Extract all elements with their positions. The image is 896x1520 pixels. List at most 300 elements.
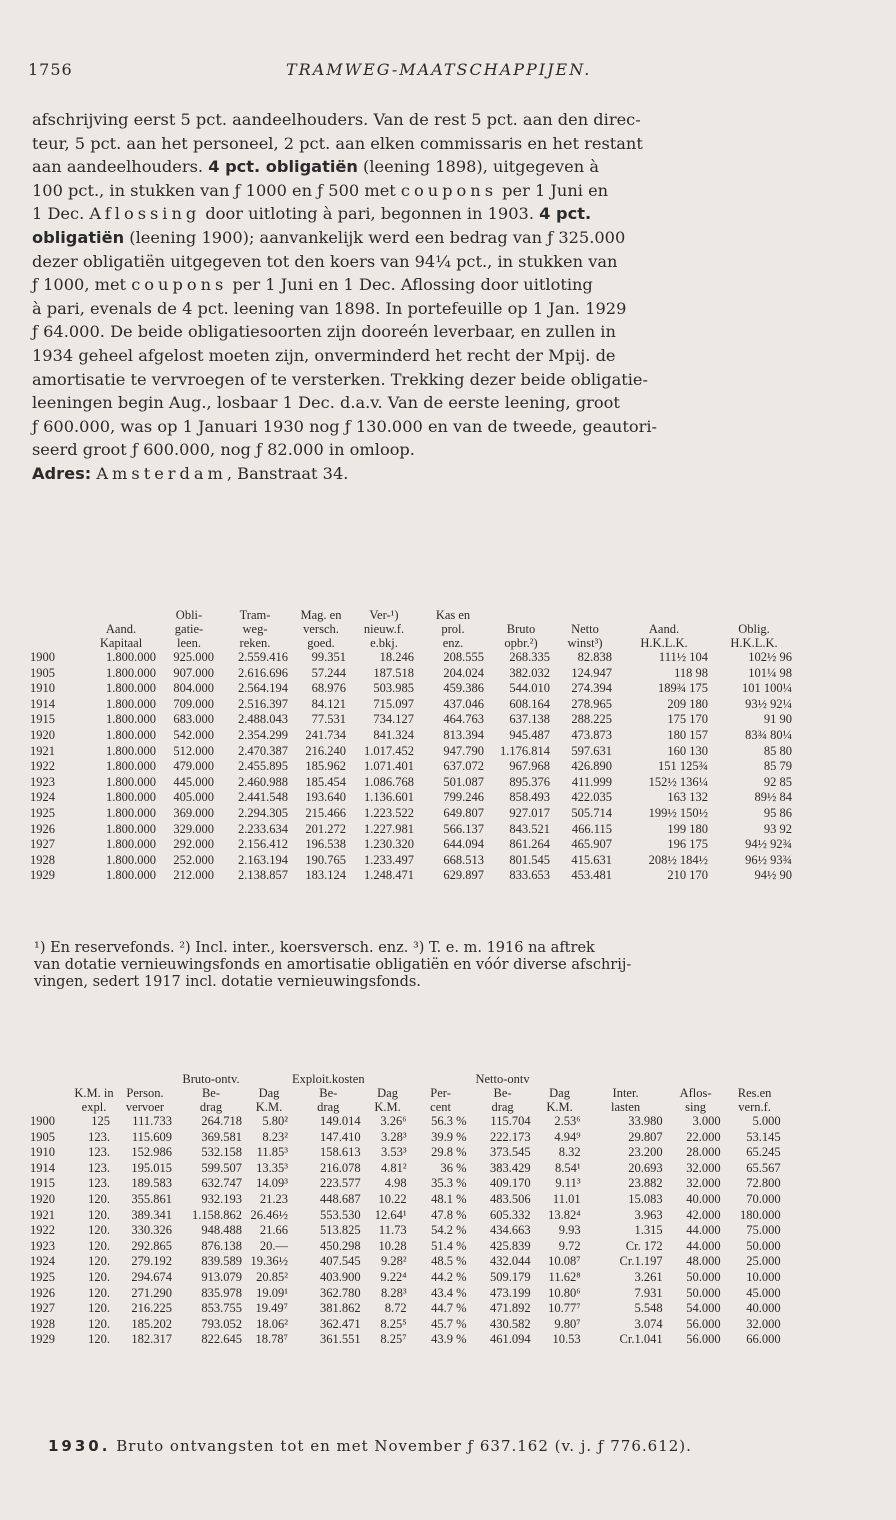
table-row <box>30 1223 785 1239</box>
value-cell: 532.158 <box>201 1145 242 1160</box>
column-header: Inter. <box>612 1086 639 1100</box>
value-cell: 833.653 <box>509 868 550 883</box>
value-cell: 9.93 <box>558 1223 581 1238</box>
value-cell: 10.28 <box>378 1238 407 1253</box>
column-header <box>365 1072 411 1086</box>
text-span: ƒ 600.000, was op 1 Januari 1930 nog ƒ 130.000 en van de tweede, geautori- <box>32 416 657 436</box>
value-cell: 118 98 <box>674 665 708 680</box>
value-cell: 925.000 <box>173 650 214 664</box>
value-cell: 2.564.194 <box>238 681 288 696</box>
value-cell: 1.800.000 <box>106 650 156 664</box>
value-cell: 453.481 <box>571 868 612 883</box>
value-cell: 45.7 % <box>431 1316 467 1331</box>
footnotes <box>34 940 884 991</box>
footnote-line: van dotatie vernieuwingsfonds en amortisatie obligatiën en vóór diverse afschrij- <box>34 957 632 973</box>
value-cell: 804.000 <box>173 681 214 696</box>
footer-text: Bruto ontvangsten tot en met November ƒ 637.162 (v. j. ƒ 776.612). <box>116 1437 692 1455</box>
value-cell: 9.11³ <box>555 1176 581 1191</box>
table-row <box>30 1130 785 1146</box>
value-cell: 8.32 <box>558 1145 581 1160</box>
value-cell: 644.094 <box>443 837 484 852</box>
table-row <box>30 1254 785 1270</box>
page-number: 1756 <box>28 60 73 79</box>
value-cell: 68.976 <box>311 681 346 696</box>
value-cell: 473.873 <box>571 727 612 742</box>
year-cell: 1910 <box>30 1145 55 1160</box>
value-cell: 434.663 <box>489 1223 531 1238</box>
value-cell: 3.53³ <box>380 1145 407 1160</box>
value-cell: 123. <box>88 1129 110 1144</box>
value-cell: 1.017.452 <box>364 743 414 758</box>
value-cell: 1.800.000 <box>106 743 156 758</box>
value-cell: 50.000 <box>746 1238 781 1253</box>
value-cell: 5.000 <box>752 1114 781 1128</box>
value-cell: 163 132 <box>667 790 708 805</box>
value-cell: 208½ 184½ <box>648 852 708 867</box>
value-cell: Cr. 172 <box>625 1238 663 1253</box>
value-cell: 48.1 % <box>431 1191 467 1206</box>
value-cell: 120. <box>88 1254 110 1269</box>
column-header: vern.f. <box>738 1100 771 1114</box>
value-cell: 876.138 <box>201 1238 242 1253</box>
table-row <box>30 712 796 728</box>
value-cell: 201.272 <box>305 821 346 836</box>
column-header: leen. <box>177 636 201 650</box>
year-cell: 1928 <box>30 852 55 867</box>
value-cell: 932.193 <box>201 1191 242 1206</box>
value-cell: 483.506 <box>489 1191 531 1206</box>
value-cell: 208.555 <box>443 650 484 664</box>
column-header: Bruto-ontv. <box>182 1072 240 1086</box>
value-cell: 425.839 <box>489 1238 531 1253</box>
value-cell: 120. <box>88 1301 110 1316</box>
column-header: opbr.²) <box>504 636 538 650</box>
spaced-term: Aflossing <box>89 204 201 224</box>
value-cell: 91 90 <box>763 712 792 727</box>
column-header <box>30 608 82 622</box>
value-cell: 415.631 <box>571 852 612 867</box>
value-cell: 2.616.696 <box>238 665 288 680</box>
value-cell: 734.127 <box>373 712 414 727</box>
value-cell: 513.825 <box>319 1223 361 1238</box>
text-line <box>32 226 892 250</box>
value-cell: 426.890 <box>571 759 612 774</box>
table-row <box>30 1317 785 1333</box>
value-cell: 8.54¹ <box>554 1160 581 1175</box>
column-header: expl. <box>81 1100 107 1114</box>
table-row <box>30 1270 785 1286</box>
value-cell: 10.08⁷ <box>548 1254 581 1269</box>
text-line <box>32 202 892 226</box>
header-row <box>30 636 796 650</box>
year-cell: 1923 <box>30 774 55 789</box>
value-cell: 21.66 <box>259 1223 288 1238</box>
value-cell: 1.223.522 <box>364 805 414 820</box>
value-cell: 2.559.416 <box>238 650 288 664</box>
value-cell: 288.225 <box>571 712 612 727</box>
value-cell: 544.010 <box>509 681 550 696</box>
value-cell: 1.315 <box>634 1223 663 1238</box>
value-cell: 99.351 <box>311 650 346 664</box>
year-cell: 1928 <box>30 1316 55 1331</box>
bold-term: obligatiën <box>32 227 125 247</box>
value-cell: 209 180 <box>667 696 708 711</box>
value-cell: 44.000 <box>686 1223 721 1238</box>
value-cell: 466.115 <box>571 821 612 836</box>
value-cell: 175 170 <box>667 712 708 727</box>
value-cell: 405.000 <box>173 790 214 805</box>
text-span: (leening 1900); aanvankelijk werd een bedrag van ƒ 325.000 <box>124 227 626 247</box>
value-cell: 216.240 <box>305 743 346 758</box>
spaced-term: coupons <box>400 180 497 200</box>
value-cell: 25.000 <box>746 1254 781 1269</box>
value-cell: 120. <box>88 1223 110 1238</box>
value-cell: 1.800.000 <box>106 837 156 852</box>
value-cell: 479.000 <box>173 759 214 774</box>
value-cell: 2.460.988 <box>238 774 288 789</box>
value-cell: 185.454 <box>305 774 346 789</box>
text-line <box>32 344 892 368</box>
value-cell: 223.577 <box>319 1176 361 1191</box>
value-cell: 459.386 <box>443 681 484 696</box>
value-cell: 2.163.194 <box>238 852 288 867</box>
column-header: Aflos- <box>679 1086 712 1100</box>
value-cell: 19.36½ <box>250 1254 288 1269</box>
column-header: Aand. <box>105 622 137 636</box>
column-header: Person. <box>126 1086 164 1100</box>
financial-table <box>30 608 796 884</box>
value-cell: 599.507 <box>201 1160 242 1175</box>
value-cell: 123. <box>88 1176 110 1191</box>
value-cell: 9.80⁷ <box>554 1316 581 1331</box>
value-cell: 947.790 <box>443 743 484 758</box>
value-cell: 2.156.412 <box>238 837 288 852</box>
value-cell: 11.73 <box>378 1223 407 1238</box>
value-cell: 29.8 % <box>431 1145 467 1160</box>
value-cell: 8.28³ <box>380 1285 407 1300</box>
page-header <box>28 60 868 86</box>
value-cell: 432.044 <box>489 1254 531 1269</box>
value-cell: 1.800.000 <box>106 805 156 820</box>
value-cell: 2.354.299 <box>238 727 288 742</box>
year-cell: 1900 <box>30 1114 55 1128</box>
value-cell: 637.138 <box>509 712 550 727</box>
year-cell: 1921 <box>30 743 55 758</box>
value-cell: 19.49⁷ <box>255 1301 288 1316</box>
year-cell: 1920 <box>30 1191 55 1206</box>
text-span: seerd groot ƒ 600.000, nog ƒ 82.000 in omloop. <box>32 440 415 460</box>
value-cell: 40.000 <box>746 1301 781 1316</box>
value-cell: 1.227.981 <box>364 821 414 836</box>
text-span: à pari, evenals de 4 pct. leening van 1898. In portefeuille op 1 Jan. 1929 <box>32 298 627 318</box>
value-cell: 369.000 <box>173 805 214 820</box>
column-header <box>554 608 616 622</box>
body-text <box>32 108 892 486</box>
value-cell: 111½ 104 <box>658 650 708 664</box>
value-cell: 199½ 150½ <box>648 805 708 820</box>
value-cell: 120. <box>88 1285 110 1300</box>
value-cell: 22.000 <box>686 1129 721 1144</box>
value-cell: 608.164 <box>509 696 550 711</box>
text-span: leeningen begin Aug., losbaar 1 Dec. d.a.v. Van de eerste leening, groot <box>32 393 620 413</box>
value-cell: 450.298 <box>319 1238 361 1253</box>
bold-term: 4 pct. <box>539 204 592 224</box>
value-cell: 210 170 <box>667 868 708 883</box>
value-cell: 8.23² <box>262 1129 288 1144</box>
value-cell: 120. <box>88 1207 110 1222</box>
value-cell: 29.807 <box>628 1129 663 1144</box>
value-cell: 147.410 <box>319 1129 361 1144</box>
value-cell: 180 157 <box>667 727 708 742</box>
column-header: drag <box>199 1100 223 1114</box>
value-cell: 15.083 <box>628 1191 663 1206</box>
value-cell: 39.9 % <box>431 1129 467 1144</box>
column-header: Be- <box>493 1086 512 1100</box>
value-cell: 10.80⁶ <box>548 1285 581 1300</box>
value-cell: 111.733 <box>132 1114 172 1128</box>
value-cell: 2.233.634 <box>238 821 288 836</box>
value-cell: 54.2 % <box>431 1223 467 1238</box>
value-cell: 13.82⁴ <box>548 1207 581 1222</box>
text-line <box>32 297 892 321</box>
year-cell: 1920 <box>30 727 55 742</box>
value-cell: 158.613 <box>319 1145 361 1160</box>
footer-line <box>48 1437 692 1455</box>
value-cell: 927.017 <box>509 805 550 820</box>
value-cell: 19.09¹ <box>256 1285 288 1300</box>
value-cell: 190.765 <box>305 852 346 867</box>
value-cell: 509.179 <box>489 1269 531 1284</box>
value-cell: 180.000 <box>739 1207 781 1222</box>
value-cell: 1.800.000 <box>106 727 156 742</box>
value-cell: 1.800.000 <box>106 681 156 696</box>
value-cell: 1.071.401 <box>364 759 414 774</box>
value-cell: 120. <box>88 1238 110 1253</box>
column-header: Aand. <box>648 622 680 636</box>
value-cell: 4.98 <box>384 1176 407 1191</box>
value-cell: 21.23 <box>259 1191 288 1206</box>
value-cell: 101 100¼ <box>742 681 792 696</box>
value-cell: 8.25⁷ <box>380 1332 407 1347</box>
table-row <box>30 759 796 775</box>
year-cell: 1922 <box>30 1223 55 1238</box>
value-cell: 2.138.857 <box>238 868 288 883</box>
text-span: door uitloting à pari, begonnen in 1903. <box>200 204 540 224</box>
value-cell: 102½ 96 <box>748 650 792 664</box>
value-cell: 373.545 <box>489 1145 531 1160</box>
table-row <box>30 650 796 666</box>
table-row <box>30 790 796 806</box>
text-line <box>32 155 892 179</box>
value-cell: 32.000 <box>686 1176 721 1191</box>
column-header <box>74 1072 114 1086</box>
text-line <box>32 108 892 132</box>
value-cell: 93 92 <box>763 821 792 836</box>
value-cell: 125 <box>91 1114 110 1128</box>
column-header: Obli- <box>175 608 203 622</box>
value-cell: 709.000 <box>173 696 214 711</box>
value-cell: 411.999 <box>571 774 612 789</box>
header-row <box>30 608 796 622</box>
value-cell: 597.631 <box>571 743 612 758</box>
column-header <box>712 608 796 622</box>
value-cell: 461.094 <box>489 1332 531 1347</box>
value-cell: 292.000 <box>173 837 214 852</box>
value-cell: 813.394 <box>443 727 484 742</box>
value-cell: 196.538 <box>305 837 346 852</box>
value-cell: 123. <box>88 1145 110 1160</box>
footnote-line: ¹) En reservefonds. ²) Incl. inter., koersversch. enz. ³) T. e. m. 1916 na aftrek <box>34 940 595 956</box>
text-span: 1934 geheel afgelost moeten zijn, onverminderd het recht der Mpij. de <box>32 345 616 365</box>
value-cell: 252.000 <box>173 852 214 867</box>
column-header: K.M. <box>255 1100 283 1114</box>
table-row <box>30 1161 785 1177</box>
value-cell: 189.583 <box>131 1176 172 1191</box>
value-cell: 216.225 <box>131 1301 172 1316</box>
value-cell: 13.35³ <box>256 1160 288 1175</box>
value-cell: 66.000 <box>746 1332 781 1347</box>
text-span: teur, 5 pct. aan het personeel, 2 pct. aan elken commissaris en het restant <box>32 133 643 153</box>
year-cell: 1929 <box>30 1332 55 1347</box>
text-line <box>32 368 892 392</box>
value-cell: 355.861 <box>131 1191 172 1206</box>
value-cell: Cr.1.041 <box>619 1332 663 1347</box>
value-cell: 94½ 90 <box>754 868 792 883</box>
table-row <box>30 728 796 744</box>
value-cell: 28.000 <box>686 1145 721 1160</box>
value-cell: 8.25⁵ <box>380 1316 407 1331</box>
value-cell: 12.64¹ <box>374 1207 407 1222</box>
text-span: dezer obligatiën uitgegeven tot den koers van 94¼ pct., in stukken van <box>32 251 618 271</box>
value-cell: 120. <box>88 1332 110 1347</box>
column-header: Dag <box>258 1086 280 1100</box>
table-row <box>30 822 796 838</box>
value-cell: 1.800.000 <box>106 774 156 789</box>
value-cell: 196 175 <box>667 837 708 852</box>
value-cell: 3.26⁶ <box>380 1114 407 1128</box>
value-cell: 913.079 <box>201 1269 242 1284</box>
year-cell: 1925 <box>30 1269 55 1284</box>
column-header: gatie- <box>174 622 204 636</box>
value-cell: 2.488.043 <box>238 712 288 727</box>
value-cell: 89½ 84 <box>754 790 792 805</box>
year-cell: 1905 <box>30 1129 55 1144</box>
year-cell: 1921 <box>30 1207 55 1222</box>
value-cell: 649.807 <box>443 805 484 820</box>
value-cell: 77.531 <box>311 712 346 727</box>
value-cell: 10.000 <box>746 1269 781 1284</box>
text-span: per 1 Juni en <box>497 180 609 200</box>
text-span: afschrijving eerst 5 pct. aandeelhouders. Van de rest 5 pct. aan den direc- <box>32 110 641 129</box>
value-cell: 43.9 % <box>431 1332 467 1347</box>
table-row <box>30 1176 785 1192</box>
column-header <box>725 1072 785 1086</box>
year-cell: 1924 <box>30 790 55 805</box>
spaced-term: Amsterdam <box>96 463 227 483</box>
column-header: drag <box>317 1100 340 1114</box>
running-title: TRAMWEG-MAATSCHAPPIJEN. <box>286 60 592 79</box>
value-cell: 51.4 % <box>431 1238 467 1253</box>
table-row <box>30 744 796 760</box>
value-cell: 542.000 <box>173 727 214 742</box>
column-header: Exploit.kosten <box>292 1072 365 1086</box>
value-cell: 715.097 <box>373 696 414 711</box>
column-header: Netto-ontv <box>475 1072 530 1086</box>
value-cell: 56.000 <box>686 1332 721 1347</box>
value-cell: 193.640 <box>305 790 346 805</box>
table-row <box>30 868 796 884</box>
value-cell: 101¼ 98 <box>748 665 792 680</box>
year-cell: 1926 <box>30 1285 55 1300</box>
year-cell: 1927 <box>30 837 55 852</box>
value-cell: 839.589 <box>201 1254 242 1269</box>
value-cell: 445.000 <box>173 774 214 789</box>
value-cell: 945.487 <box>509 727 550 742</box>
value-cell: 381.862 <box>319 1301 361 1316</box>
value-cell: 123. <box>88 1160 110 1175</box>
value-cell: 403.900 <box>319 1269 361 1284</box>
value-cell: 369.581 <box>201 1129 242 1144</box>
value-cell: 683.000 <box>173 712 214 727</box>
text-span: amortisatie te vervroegen of te versterken. Trekking dezer beide obligatie- <box>32 369 648 389</box>
column-header: Oblig. <box>738 622 770 636</box>
value-cell: 212.000 <box>173 868 214 883</box>
year-cell: 1905 <box>30 665 55 680</box>
value-cell: 907.000 <box>173 665 214 680</box>
year-cell: 1929 <box>30 868 55 883</box>
text-line <box>32 391 892 415</box>
value-cell: 20.693 <box>628 1160 663 1175</box>
spaced-term: coupons <box>131 275 228 295</box>
bold-term: Adres: <box>32 463 92 483</box>
value-cell: 18.246 <box>379 650 414 664</box>
value-cell: 4.81² <box>380 1160 407 1175</box>
column-header <box>616 608 712 622</box>
value-cell: 2.516.397 <box>238 696 288 711</box>
value-cell: 858.493 <box>509 790 550 805</box>
value-cell: 10.22 <box>378 1191 407 1206</box>
value-cell: 95 86 <box>763 805 792 820</box>
year-cell: 1927 <box>30 1301 55 1316</box>
value-cell: 668.513 <box>443 852 484 867</box>
value-cell: 11.62⁸ <box>548 1269 581 1284</box>
table-row <box>30 1145 785 1161</box>
value-cell: 362.780 <box>319 1285 361 1300</box>
value-cell: 9.72 <box>558 1238 581 1253</box>
value-cell: 96½ 93¾ <box>745 852 792 867</box>
table-row <box>30 1301 785 1317</box>
value-cell: 2.455.895 <box>238 759 288 774</box>
value-cell: 465.907 <box>571 837 612 852</box>
value-cell: 23.882 <box>628 1176 663 1191</box>
table-row <box>30 681 796 697</box>
value-cell: 44.000 <box>686 1238 721 1253</box>
value-cell: 56.3 % <box>431 1114 467 1128</box>
value-cell: 11.01 <box>552 1191 581 1206</box>
value-cell: 160 130 <box>667 743 708 758</box>
value-cell: 501.087 <box>443 774 484 789</box>
value-cell: 895.376 <box>509 774 550 789</box>
value-cell: 361.551 <box>319 1332 361 1347</box>
column-header: K.M. <box>374 1100 401 1114</box>
table-row <box>30 1114 785 1130</box>
value-cell: 853.755 <box>201 1301 242 1316</box>
value-cell: 241.734 <box>305 727 346 742</box>
footnote-line: vingen, sedert 1917 incl. dotatie vernieuwingsfonds. <box>34 974 421 990</box>
value-cell: 1.800.000 <box>106 759 156 774</box>
text-span: ƒ 1000, met <box>32 275 132 295</box>
column-header: Dag <box>549 1086 570 1100</box>
